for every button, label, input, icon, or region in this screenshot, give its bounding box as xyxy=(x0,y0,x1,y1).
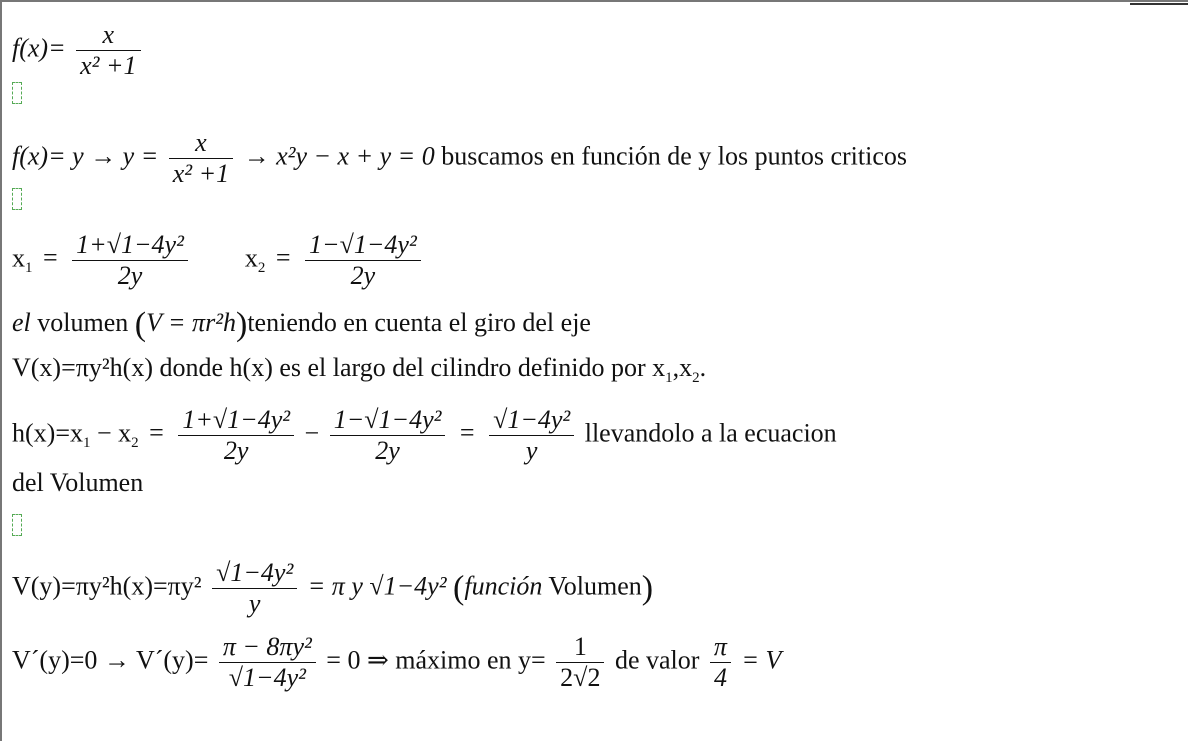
fraction-numerator: 1−√1−4y² xyxy=(305,230,421,261)
eq-lhs: V(y)=πy²h(x)=πy² xyxy=(12,571,202,601)
minus-x: − x xyxy=(96,418,132,448)
equals-v: = V xyxy=(741,645,782,675)
x2-label: x xyxy=(244,243,258,273)
frame-top-border xyxy=(0,0,1188,2)
explanation-text: llevandolo a la ecuacion xyxy=(584,418,837,448)
fraction-numerator: 1 xyxy=(556,632,604,663)
fraction-denominator: y xyxy=(248,588,261,618)
fraction-denominator: x² +1 xyxy=(172,158,230,188)
fraction-numerator: √1−4y² xyxy=(489,405,574,436)
fraction-x1 xyxy=(72,230,188,291)
equation-derivative xyxy=(12,632,781,693)
fraction-numerator: √1−4y² xyxy=(212,558,297,589)
fraction-denominator: 2y xyxy=(117,260,143,290)
eq-lhs: f(x)= xyxy=(12,33,66,63)
minus: − xyxy=(304,418,320,448)
fraction-denominator: √1−4y² xyxy=(228,662,306,692)
fraction-denominator: 2√2 xyxy=(560,662,601,692)
fraction-numerator: π − 8πy² xyxy=(219,632,316,663)
eq-rhs: = π y √1−4y² xyxy=(307,571,447,601)
fraction-denominator: 4 xyxy=(713,662,727,692)
fraction xyxy=(169,128,233,189)
word-volumen: volumen xyxy=(37,307,129,337)
fraction xyxy=(556,632,604,693)
eq-lhs: f(x)= y → y = xyxy=(12,141,159,171)
fraction xyxy=(219,632,316,693)
fraction-numerator: 1+√1−4y² xyxy=(178,405,294,436)
fraction-denominator: 2y xyxy=(375,435,400,465)
eq-rhs: = 0 ⇒ máximo en y= xyxy=(326,645,546,675)
fraction-numerator: x xyxy=(76,20,140,51)
volume-intro: el volumen (V = πr²h)teniendo en cuenta el giro del eje xyxy=(12,306,591,343)
fraction-denominator: x² +1 xyxy=(80,50,137,80)
period: . xyxy=(699,353,707,382)
fraction xyxy=(489,405,574,466)
x1-label: x xyxy=(12,243,25,273)
fraction-numerator: 1−√1−4y² xyxy=(330,405,446,436)
word-funcion: función xyxy=(464,571,543,601)
frame-left-border xyxy=(0,0,2,741)
x1-subscript: 1 xyxy=(665,370,673,386)
x1-subscript: 1 xyxy=(82,435,91,452)
x2-subscript: 2 xyxy=(257,260,266,277)
eq-rhs: → x²y − x + y = 0 xyxy=(243,141,435,171)
fraction-denominator: y xyxy=(525,435,538,465)
word-volumen: Volumen xyxy=(548,571,642,601)
fraction-numerator: 1+√1−4y² xyxy=(72,230,188,261)
eq-lhs: V´(y)=0 → V´(y)= xyxy=(12,645,209,675)
equals: = xyxy=(459,418,475,448)
x2-subscript: 2 xyxy=(131,435,139,452)
equation-solve-y xyxy=(12,128,907,189)
fraction-x2 xyxy=(305,230,421,291)
equation-fx xyxy=(12,20,145,81)
fraction xyxy=(710,632,731,693)
fraction xyxy=(212,558,297,619)
x1-subscript: 1 xyxy=(25,260,33,277)
explanation-text: teniendo en cuenta el giro del eje xyxy=(247,307,591,337)
volume-formula: V = πr²h xyxy=(146,307,236,337)
fraction-denominator: 2y xyxy=(350,260,376,290)
h-lhs: h(x)=x xyxy=(12,418,83,448)
fraction xyxy=(178,405,294,466)
frame-corner-mark xyxy=(1130,3,1188,5)
word-el: el xyxy=(12,307,31,337)
text-cursor-placeholder[interactable] xyxy=(12,188,22,210)
volume-definition xyxy=(12,353,707,386)
continuation-text: del Volumen xyxy=(12,468,144,497)
fraction xyxy=(76,20,140,81)
text-cursor-placeholder[interactable] xyxy=(12,82,22,104)
equation-volume-y: V(y)=πy²h(x)=πy² $\frac{\text{√1−4y²}}{y}$ = π y √1−4y² (función Volumen) xyxy=(12,558,654,618)
explanation-text: de valor xyxy=(614,645,700,675)
volume-expression: V(x)=πy²h(x) xyxy=(12,353,153,382)
separator: ,x xyxy=(672,353,693,382)
fraction xyxy=(330,405,446,466)
equals: = xyxy=(149,418,164,448)
explanation-text: donde h(x) es el largo del cilindro definido por x xyxy=(159,353,666,382)
explanation-text: buscamos en función de y los puntos criticos xyxy=(441,141,907,171)
fraction-denominator: 2y xyxy=(223,435,249,465)
equation-roots: $x_1$ = $\frac{\text{1+√1−4y²}}{2y}$ $x_2$ = $\frac{\text{1−√1−4y²}}{2y}$ xyxy=(12,230,425,291)
x2-subscript: 2 xyxy=(692,370,700,386)
fraction-numerator: x xyxy=(169,128,233,159)
text-cursor-placeholder[interactable] xyxy=(12,514,22,536)
fraction-numerator: π xyxy=(710,632,731,663)
equation-h xyxy=(12,405,837,466)
